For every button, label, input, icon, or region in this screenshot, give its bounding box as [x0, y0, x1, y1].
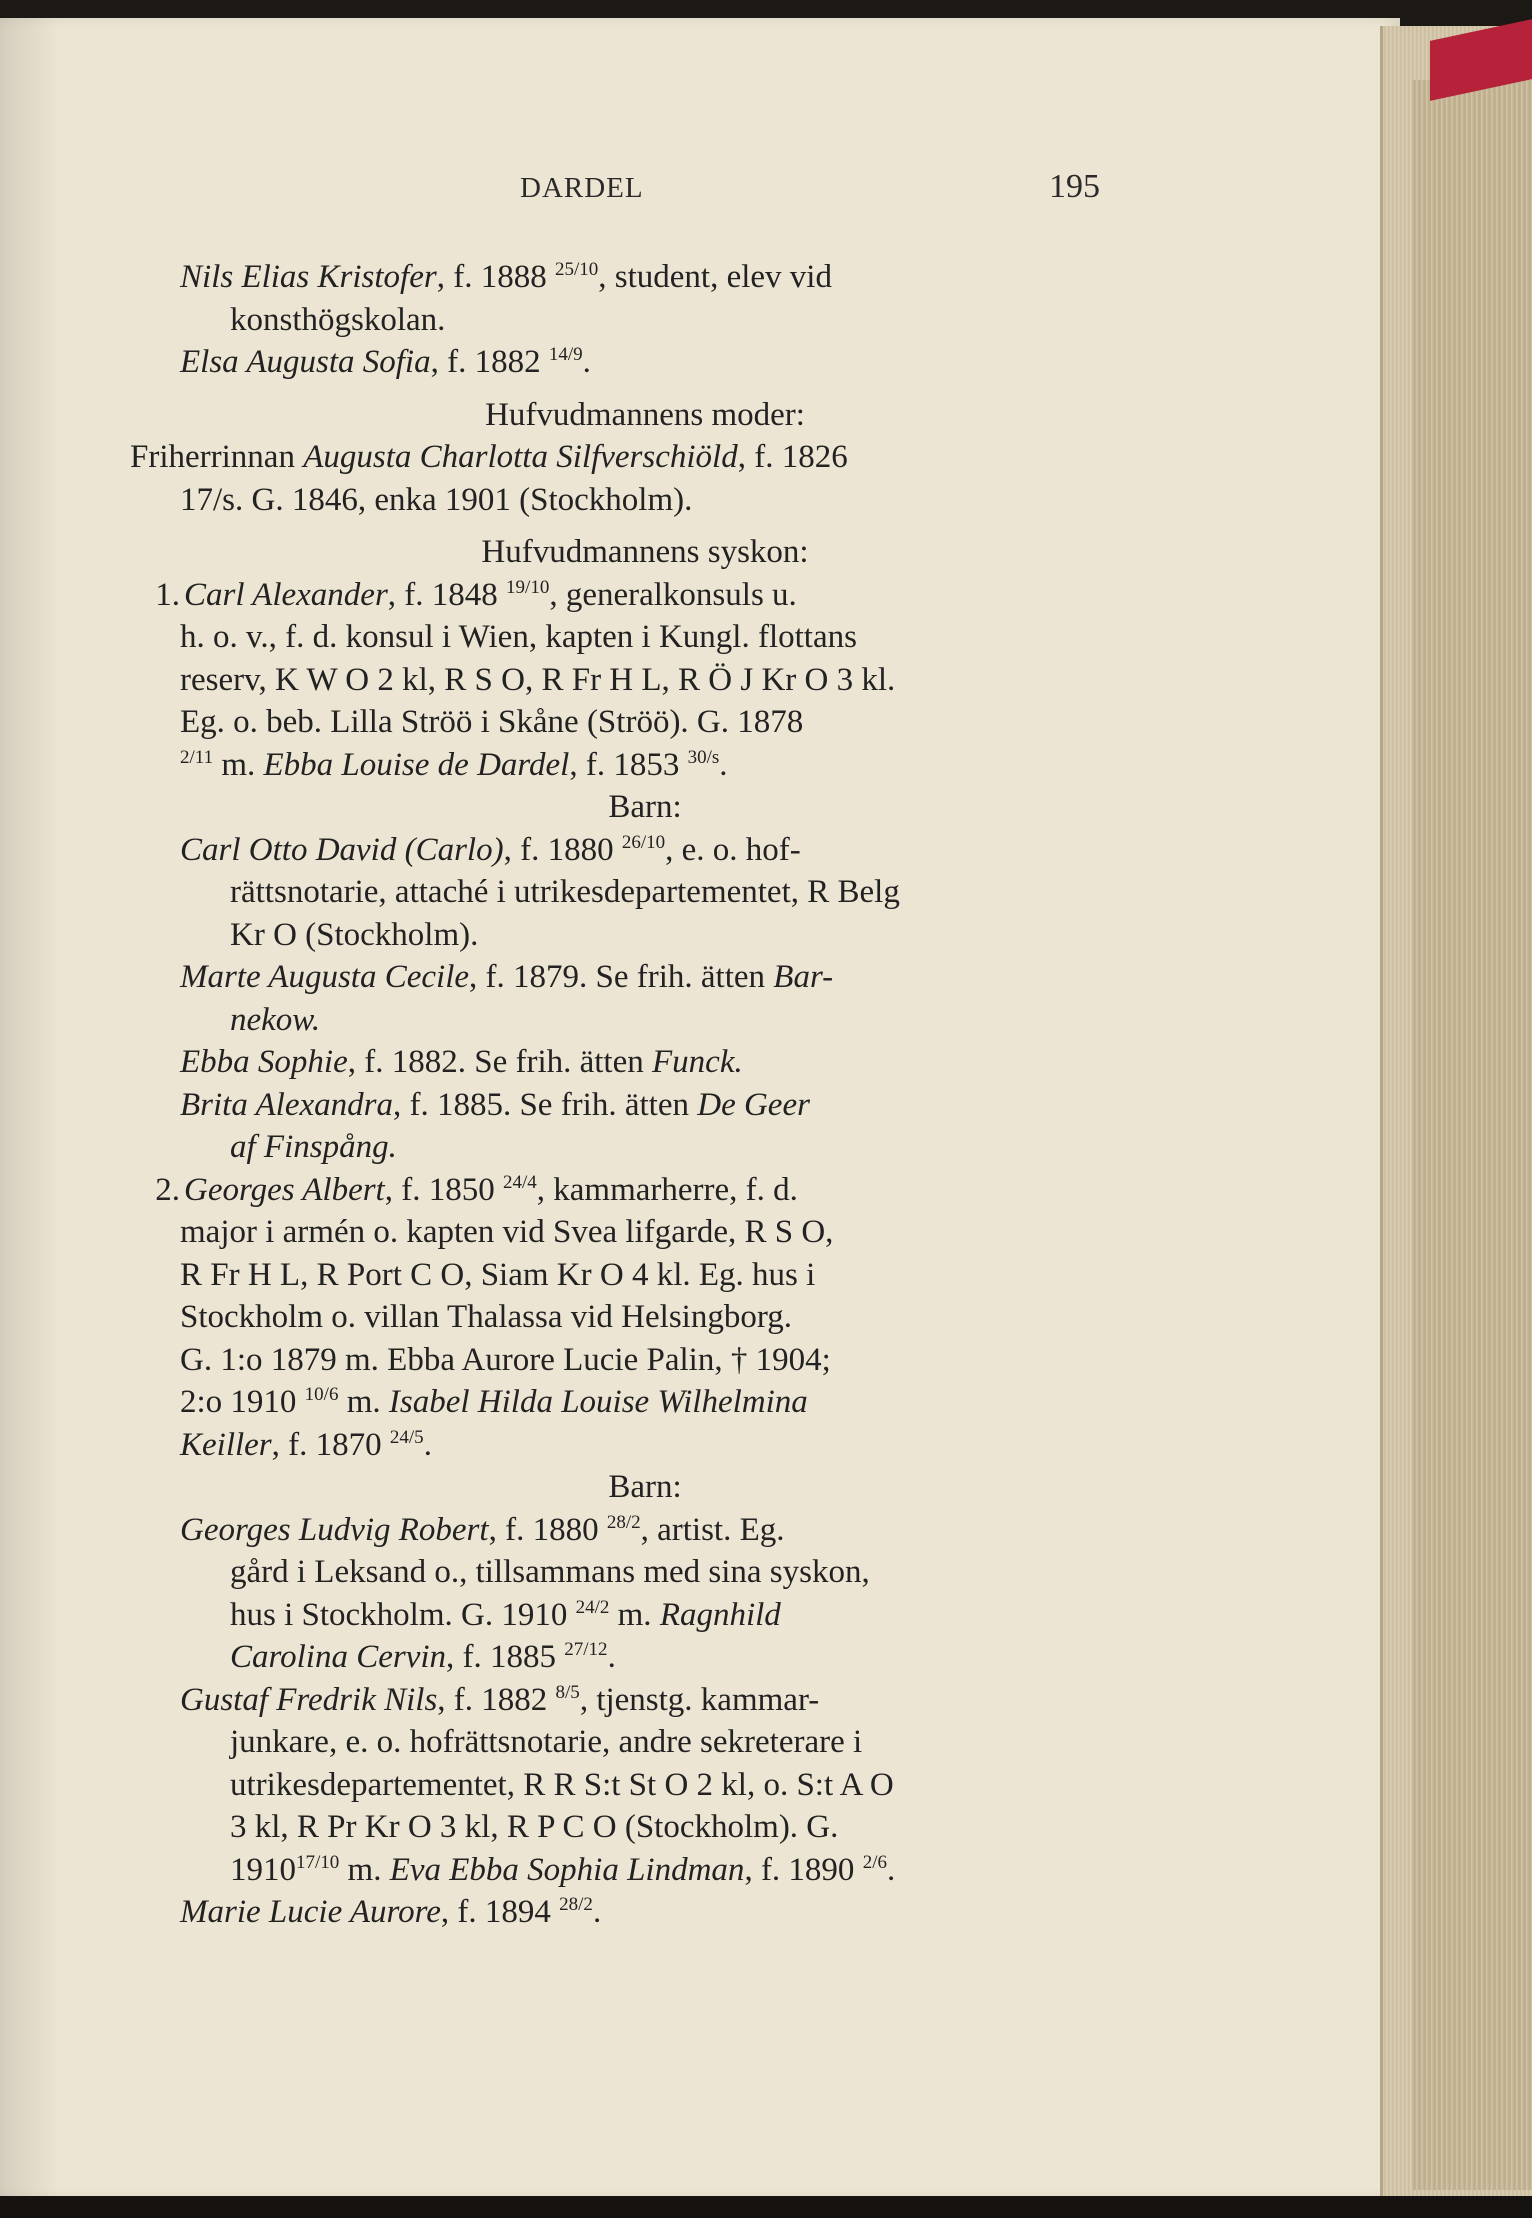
entry-text: . [607, 1639, 616, 1675]
person-name: Marte Augusta Cecile [180, 959, 470, 995]
running-title: DARDEL [520, 172, 644, 204]
person-name: Isabel Hilda Louise Wilhelmina [388, 1384, 808, 1420]
person-name: Nils Elias Kristofer [180, 259, 437, 295]
entry-text: , f. 1879. Se frih. ätten [469, 959, 774, 995]
entry-continuation: Kr O (Stockholm). [230, 916, 479, 953]
entry-mother [130, 436, 1110, 479]
entry-continuation: gård i Leksand o., tillsammans med sina syskon, [230, 1554, 870, 1590]
entry-number: 1. [155, 576, 180, 613]
entry-continuation: Stockholm o. villan Thalassa vid Helsingborg. [180, 1299, 792, 1335]
entry-georges-ludvig [180, 1509, 1110, 1552]
entry-text: , f. 1850 [384, 1171, 495, 1208]
person-name: Georges Albert [184, 1171, 385, 1208]
entry-continuation: 3 kl, R Pr Kr O 3 kl, R P C O (Stockholm). G. [230, 1809, 839, 1845]
entry-continuation [180, 999, 1110, 1042]
entry-text: , f. 1894 [440, 1894, 551, 1930]
entry-text: , f. 1880 [503, 831, 614, 868]
bottom-background-strip [0, 2196, 1532, 2218]
entry-continuation: Eg. o. beb. Lilla Ströö i Skåne (Ströö). G. 1878 [180, 704, 804, 740]
date-fraction: 19/10 [506, 576, 550, 598]
entry-text: , kammarherre, f. d. [536, 1171, 798, 1208]
date-fraction: 14/9 [548, 344, 583, 365]
entry-text: m. [339, 1851, 390, 1888]
entry-continuation: major i armén o. kapten vid Svea lifgarde, R S O, [180, 1214, 834, 1250]
entry-text: hus i Stockholm. G. 1910 [230, 1596, 568, 1633]
entry-text: , f. 1890 [744, 1851, 855, 1888]
person-name: Georges Ludvig Robert [180, 1511, 489, 1548]
entry-number: 2. [155, 1171, 180, 1208]
entry-text: , f. 1870 [271, 1426, 382, 1463]
date-fraction: 2/11 [180, 746, 214, 768]
entry-text: . [719, 746, 728, 783]
entry-text: , f. 1888 [436, 259, 547, 295]
genealogy-text [130, 256, 1110, 1934]
entry-marie [180, 1891, 1110, 1934]
person-name: Marie Lucie Aurore [180, 1894, 441, 1930]
entry-text: . [592, 1894, 602, 1930]
entry-continuation [180, 1636, 1110, 1679]
entry-carl [155, 574, 1110, 617]
entry-continuation [180, 1381, 1110, 1424]
date-fraction: 25/10 [554, 259, 599, 280]
entry-text: , f. 1853 [569, 746, 680, 783]
entry-continuation: utrikesdepartementet, R R S:t St O 2 kl, o. S:t A O [230, 1766, 894, 1803]
person-name: Keiller [180, 1426, 272, 1463]
section-heading-mother: Hufvudmannens moder: [485, 396, 805, 433]
date-fraction: 26/10 [621, 831, 666, 853]
entry-gustaf [180, 1679, 1110, 1722]
entry-carlo [180, 829, 1110, 872]
family-reference: De Geer [697, 1086, 810, 1123]
entry-elsa [180, 341, 1110, 384]
entry-text: , f. 1848 [387, 576, 498, 613]
date-fraction: 24/5 [389, 1426, 424, 1448]
entry-text: m. [609, 1596, 660, 1633]
entry-text: , f. 1826 [737, 439, 848, 475]
entry-text: , artist. Eg. [640, 1511, 785, 1548]
date-fraction: 24/4 [502, 1171, 537, 1193]
entry-text: Friherrinnan [130, 439, 295, 475]
person-name: Ebba Sophie [180, 1044, 348, 1080]
person-name: Augusta Charlotta Silfverschiöld [303, 439, 738, 475]
person-name: Elsa Augusta Sofia [180, 344, 431, 380]
entry-continuation: rättsnotarie, attaché i utrikesdepartementet, R Belg [230, 874, 900, 910]
entry-text: , f. 1882. Se frih. ätten [347, 1044, 653, 1080]
entry-text: , f. 1882 [430, 344, 541, 380]
entry-text: m. [338, 1384, 389, 1420]
page-header [520, 168, 1100, 218]
date-fraction: 30/s [687, 746, 720, 768]
date-fraction: 28/2 [559, 1894, 593, 1915]
entry-brita [180, 1084, 1110, 1127]
entry-continuation: G. 1:o 1879 m. Ebba Aurore Lucie Palin, † 1904; [180, 1341, 831, 1378]
entry-continuation [180, 1849, 1110, 1892]
entry-text: 1910 [230, 1851, 296, 1888]
entry-continuation: junkare, e. o. hofrättsnotarie, andre sekreterare i [230, 1724, 863, 1760]
entry-continuation [180, 1126, 1110, 1169]
date-fraction: 27/12 [564, 1639, 608, 1660]
person-name: Gustaf Fredrik Nils [180, 1681, 438, 1718]
date-fraction: 10/6 [304, 1384, 339, 1405]
entry-continuation: konsthögskolan. [230, 301, 446, 338]
page-number: 195 [1049, 168, 1100, 205]
entry-text: , tjenstg. kammar- [579, 1681, 820, 1718]
date-fraction: 17/10 [296, 1851, 340, 1873]
entry-ebba [180, 1041, 1110, 1084]
person-name: Brita Alexandra [180, 1086, 393, 1123]
entry-text: , f. 1882 [437, 1681, 548, 1718]
section-heading-children: Barn: [608, 1469, 682, 1505]
entry-text: . [886, 1851, 896, 1888]
entry-continuation [180, 1594, 1110, 1637]
entry-text: , e. o. hof- [665, 831, 801, 868]
entry-text: . [423, 1426, 432, 1463]
entry-text: m. [213, 746, 264, 783]
person-name: Carl Alexander [184, 576, 388, 613]
person-name: Ebba Louise de Dardel [263, 746, 570, 783]
entry-text: , generalkonsuls u. [549, 576, 797, 613]
entry-text: . [582, 344, 591, 380]
entry-continuation: h. o. v., f. d. konsul i Wien, kapten i Kungl. flottans [180, 619, 857, 655]
family-reference: nekow. [230, 1001, 321, 1038]
entry-text: , student, elev vid [598, 259, 832, 295]
entry-continuation: 17/s. G. 1846, enka 1901 (Stockholm). [180, 481, 693, 518]
entry-continuation [180, 744, 1110, 787]
family-reference: Bar- [773, 959, 834, 995]
date-fraction: 28/2 [606, 1511, 641, 1533]
person-name: Eva Ebba Sophia Lindman [389, 1851, 745, 1888]
entry-text: 2:o 1910 [180, 1384, 297, 1420]
entry-continuation: R Fr H L, R Port C O, Siam Kr O 4 kl. Eg. hus i [180, 1256, 816, 1293]
entry-continuation: reserv, K W O 2 kl, R S O, R Fr H L, R Ö J Kr O 3 kl. [180, 661, 896, 698]
entry-text: , f. 1880 [488, 1511, 599, 1548]
section-heading-siblings: Hufvudmannens syskon: [481, 534, 809, 570]
date-fraction: 2/6 [862, 1851, 887, 1873]
entry-text: , f. 1885. Se frih. ätten [392, 1086, 698, 1123]
entry-marte [180, 956, 1110, 999]
date-fraction: 24/2 [575, 1596, 610, 1618]
person-name: Carolina Cervin [230, 1639, 447, 1675]
family-reference: Funck. [652, 1044, 743, 1080]
person-name: Ragnhild [659, 1596, 781, 1633]
entry-text: , f. 1885 [446, 1639, 557, 1675]
entry-continuation [180, 1424, 1110, 1467]
family-reference: af Finspång. [230, 1129, 397, 1165]
gutter-shadow [0, 18, 60, 2198]
entry-nils [180, 256, 1110, 299]
date-fraction: 8/5 [555, 1681, 580, 1703]
person-name: Carl Otto David (Carlo) [180, 831, 504, 868]
section-heading-children: Barn: [608, 789, 682, 825]
entry-georges [155, 1169, 1110, 1212]
book-page-edges [1412, 80, 1532, 2190]
